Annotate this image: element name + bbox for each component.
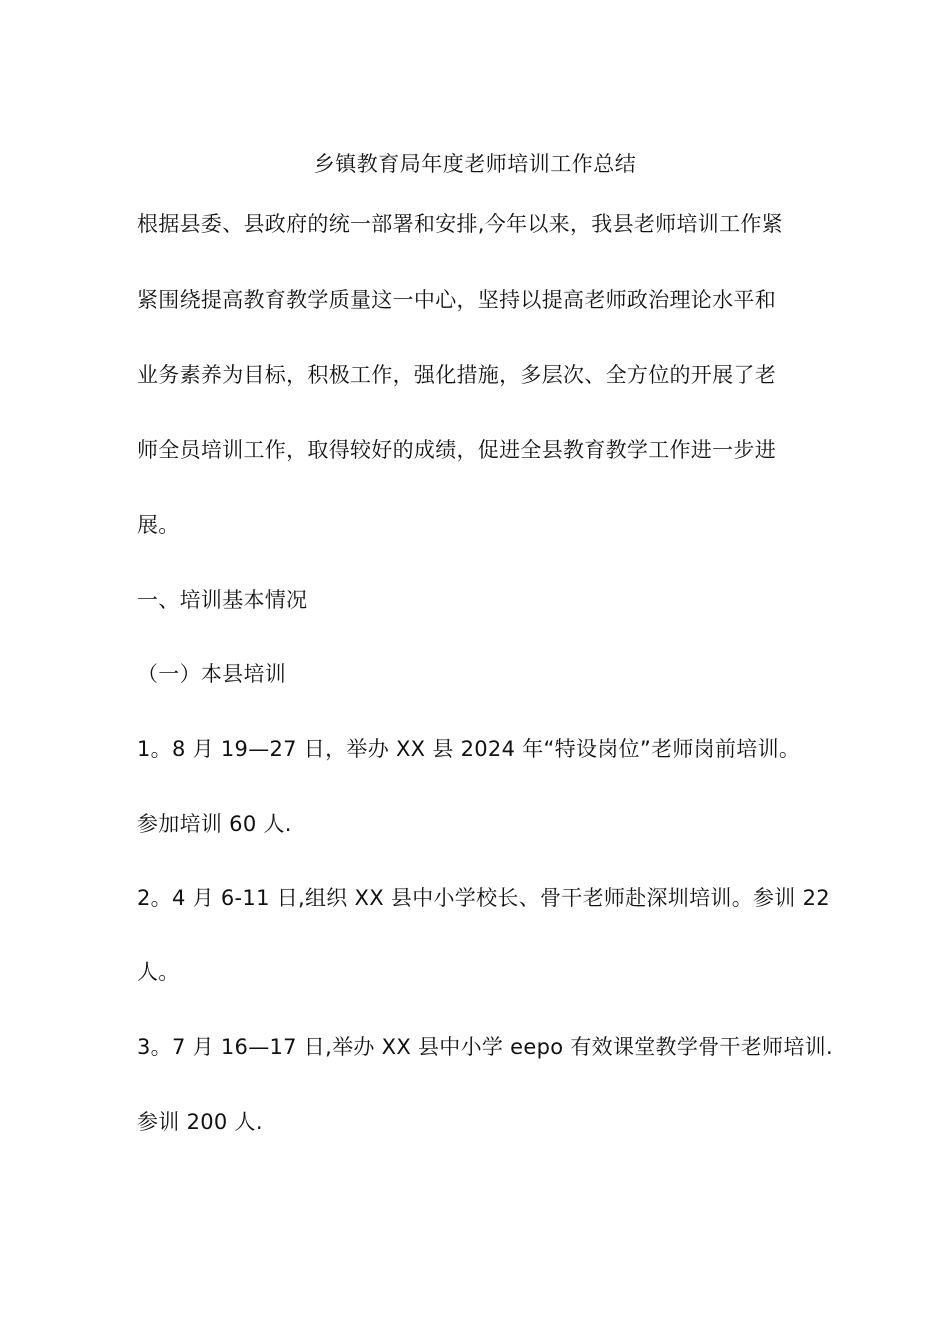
item-3-line-1: 3。7 月 16—17 日,举办 XX 县中小学 eepo 有效课堂教学骨干老师培训. xyxy=(137,1035,833,1059)
intro-line-1: 根据县委、县政府的统一部署和安排,今年以来，我县老师培训工作紧 xyxy=(137,212,783,236)
item-1-line-2: 参加培训 60 人. xyxy=(137,812,292,836)
subsection-heading: （一）本县培训 xyxy=(137,662,287,686)
intro-line-4: 师全员培训工作，取得较好的成绩，促进全县教育教学工作进一步进 xyxy=(137,438,776,462)
intro-line-5: 展。 xyxy=(137,513,180,537)
document-title: 乡镇教育局年度老师培训工作总结 xyxy=(313,152,637,176)
item-1-line-1: 1。8 月 19—27 日，举办 XX 县 2024 年“特设岗位”老师岗前培训。 xyxy=(137,737,801,761)
section-heading: 一、培训基本情况 xyxy=(137,588,308,612)
item-3-line-2: 参训 200 人. xyxy=(137,1110,263,1134)
intro-line-2: 紧围绕提高教育教学质量这一中心，坚持以提高老师政治理论水平和 xyxy=(137,288,776,312)
intro-line-3: 业务素养为目标，积极工作，强化措施，多层次、全方位的开展了老 xyxy=(137,363,776,387)
item-2-line-2: 人。 xyxy=(137,960,180,984)
item-2-line-1: 2。4 月 6-11 日,组织 XX 县中小学校长、骨干老师赴深圳培训。参训 22 xyxy=(137,886,830,910)
